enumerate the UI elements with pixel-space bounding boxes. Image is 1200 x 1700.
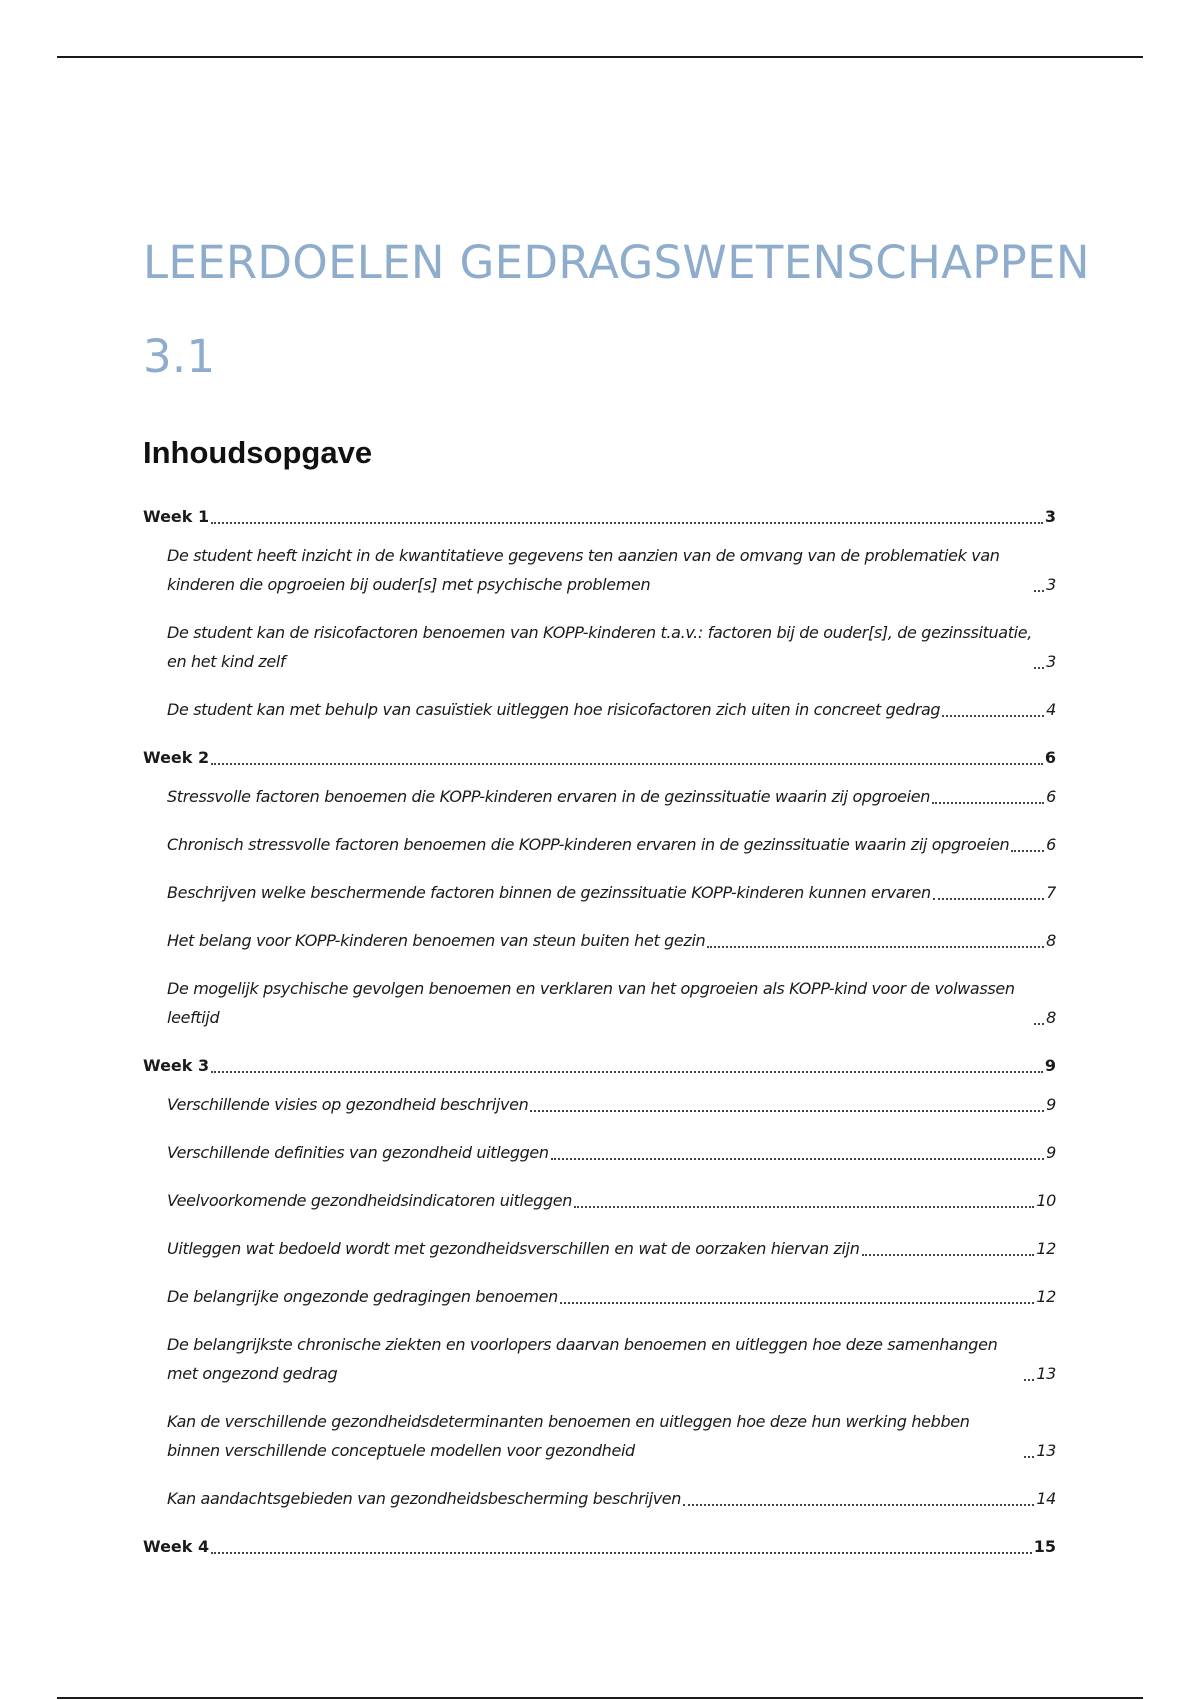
toc-page-number: 6 — [1046, 787, 1056, 806]
table-of-contents — [143, 502, 1056, 1571]
toc-page-number: 3 — [1044, 507, 1056, 526]
toc-page-number: 9 — [1046, 1143, 1056, 1162]
toc-dot-leader — [211, 1071, 1043, 1073]
toc-entry-label: Beschrijven welke beschermende factoren binnen de gezinssituatie KOPP-kinderen kunnen ervaren — [167, 883, 931, 902]
toc-dot-leader — [560, 1302, 1034, 1304]
toc-page-number: 9 — [1044, 1056, 1056, 1075]
toc-entry[interactable] — [167, 1484, 1056, 1513]
toc-page-number: 13 — [1036, 1441, 1056, 1460]
toc-page-number: 6 — [1044, 748, 1056, 767]
toc-entry-label: De belangrijkste chronische ziekten en voorlopers daarvan benoemen en uitleggen hoe deze samenhangen met ongezond gedrag — [167, 1335, 998, 1383]
toc-entry[interactable] — [167, 618, 1056, 676]
toc-page-number: 12 — [1036, 1287, 1056, 1306]
toc-entry-label: De belangrijke ongezonde gedragingen benoemen — [167, 1287, 558, 1306]
toc-entry[interactable] — [167, 695, 1056, 724]
toc-entry-label: Verschillende visies op gezondheid beschrijven — [167, 1095, 529, 1114]
toc-entry-week-1[interactable] — [143, 502, 1056, 531]
toc-dot-leader — [211, 763, 1043, 765]
toc-page-number: 8 — [1046, 931, 1056, 950]
toc-entry[interactable] — [167, 926, 1056, 955]
toc-dot-leader — [211, 522, 1043, 524]
toc-entry-label: De student kan de risicofactoren benoemen van KOPP-kinderen t.a.v.: factoren bij de ouder[s], de gezinssituatie, en het kind zelf — [167, 623, 1032, 671]
toc-entry-label: Week 2 — [143, 748, 210, 767]
toc-dot-leader — [1034, 1023, 1044, 1025]
toc-entry-label: Veelvoorkomende gezondheidsindicatoren uitleggen — [167, 1191, 573, 1210]
footer-rule — [57, 1697, 1143, 1699]
toc-entry-label: De mogelijk psychische gevolgen benoemen en verklaren van het opgroeien als KOPP-kind voor de volwassen leeftijd — [167, 979, 1015, 1027]
toc-dot-leader — [1024, 1379, 1034, 1381]
toc-entry[interactable] — [167, 782, 1056, 811]
toc-dot-leader — [942, 715, 1044, 717]
toc-entry-label: De student heeft inzicht in de kwantitatieve gegevens ten aanzien van de omvang van de problematiek van kinderen die opgroeien bij ouder[s] met psychische problemen — [167, 546, 1000, 594]
toc-dot-leader — [530, 1110, 1044, 1112]
toc-page-number: 4 — [1046, 700, 1056, 719]
toc-page-number: 7 — [1046, 883, 1056, 902]
toc-dot-leader — [574, 1206, 1034, 1208]
toc-entry[interactable] — [167, 1282, 1056, 1311]
toc-entry[interactable] — [167, 1330, 1056, 1388]
toc-dot-leader — [683, 1504, 1034, 1506]
toc-entry-label: De student kan met behulp van casuïstiek uitleggen hoe risicofactoren zich uiten in concreet gedrag — [167, 700, 941, 719]
toc-entry-label: Kan de verschillende gezondheidsdeterminanten benoemen en uitleggen hoe deze hun werking hebben binnen verschillende conceptuele modellen voor gezondheid — [167, 1412, 970, 1460]
toc-entry-week-2[interactable] — [143, 743, 1056, 772]
toc-page-number: 3 — [1046, 575, 1056, 594]
toc-entry-label: Week 3 — [143, 1056, 210, 1075]
toc-page-number: 14 — [1036, 1489, 1056, 1508]
toc-dot-leader — [707, 946, 1044, 948]
toc-page-number: 13 — [1036, 1364, 1056, 1383]
header-rule — [57, 56, 1143, 58]
toc-entry-week-3[interactable] — [143, 1051, 1056, 1080]
toc-page-number: 12 — [1036, 1239, 1056, 1258]
toc-entry-label: Week 1 — [143, 507, 210, 526]
toc-entry-label: Uitleggen wat bedoeld wordt met gezondheidsverschillen en wat de oorzaken hiervan zijn — [167, 1239, 860, 1258]
toc-page-number: 8 — [1046, 1008, 1056, 1027]
toc-entry[interactable] — [167, 1090, 1056, 1119]
toc-page-number: 3 — [1046, 652, 1056, 671]
toc-entry[interactable] — [167, 878, 1056, 907]
toc-entry[interactable] — [167, 974, 1056, 1032]
document-title: LEERDOELEN GEDRAGSWETENSCHAPPEN 3.1 — [143, 236, 1090, 383]
toc-dot-leader — [551, 1158, 1044, 1160]
toc-heading: Inhoudsopgave — [143, 435, 373, 470]
toc-dot-leader — [1034, 590, 1044, 592]
toc-dot-leader — [862, 1254, 1035, 1256]
toc-dot-leader — [1011, 850, 1044, 852]
toc-dot-leader — [1024, 1456, 1034, 1458]
toc-entry[interactable] — [167, 830, 1056, 859]
toc-page-number: 6 — [1046, 835, 1056, 854]
toc-entry-week-4[interactable] — [143, 1532, 1056, 1561]
toc-entry[interactable] — [167, 1407, 1056, 1465]
toc-dot-leader — [211, 1552, 1032, 1554]
toc-entry-label: Chronisch stressvolle factoren benoemen die KOPP-kinderen ervaren in de gezinssituatie waarin zij opgroeien — [167, 835, 1010, 854]
toc-page-number: 10 — [1036, 1191, 1056, 1210]
toc-entry-label: Week 4 — [143, 1537, 210, 1556]
toc-entry-label: Het belang voor KOPP-kinderen benoemen van steun buiten het gezin — [167, 931, 706, 950]
toc-entry-label: Verschillende definities van gezondheid uitleggen — [167, 1143, 549, 1162]
toc-entry-label: Stressvolle factoren benoemen die KOPP-kinderen ervaren in de gezinssituatie waarin zij opgroeien — [167, 787, 931, 806]
toc-page-number: 9 — [1046, 1095, 1056, 1114]
toc-dot-leader — [1034, 667, 1044, 669]
toc-page-number: 15 — [1033, 1537, 1056, 1556]
toc-dot-leader — [933, 898, 1044, 900]
toc-dot-leader — [932, 802, 1044, 804]
toc-entry-label: Kan aandachtsgebieden van gezondheidsbescherming beschrijven — [167, 1489, 682, 1508]
toc-entry[interactable] — [167, 1138, 1056, 1167]
toc-entry[interactable] — [167, 1234, 1056, 1263]
toc-entry[interactable] — [167, 541, 1056, 599]
toc-entry[interactable] — [167, 1186, 1056, 1215]
